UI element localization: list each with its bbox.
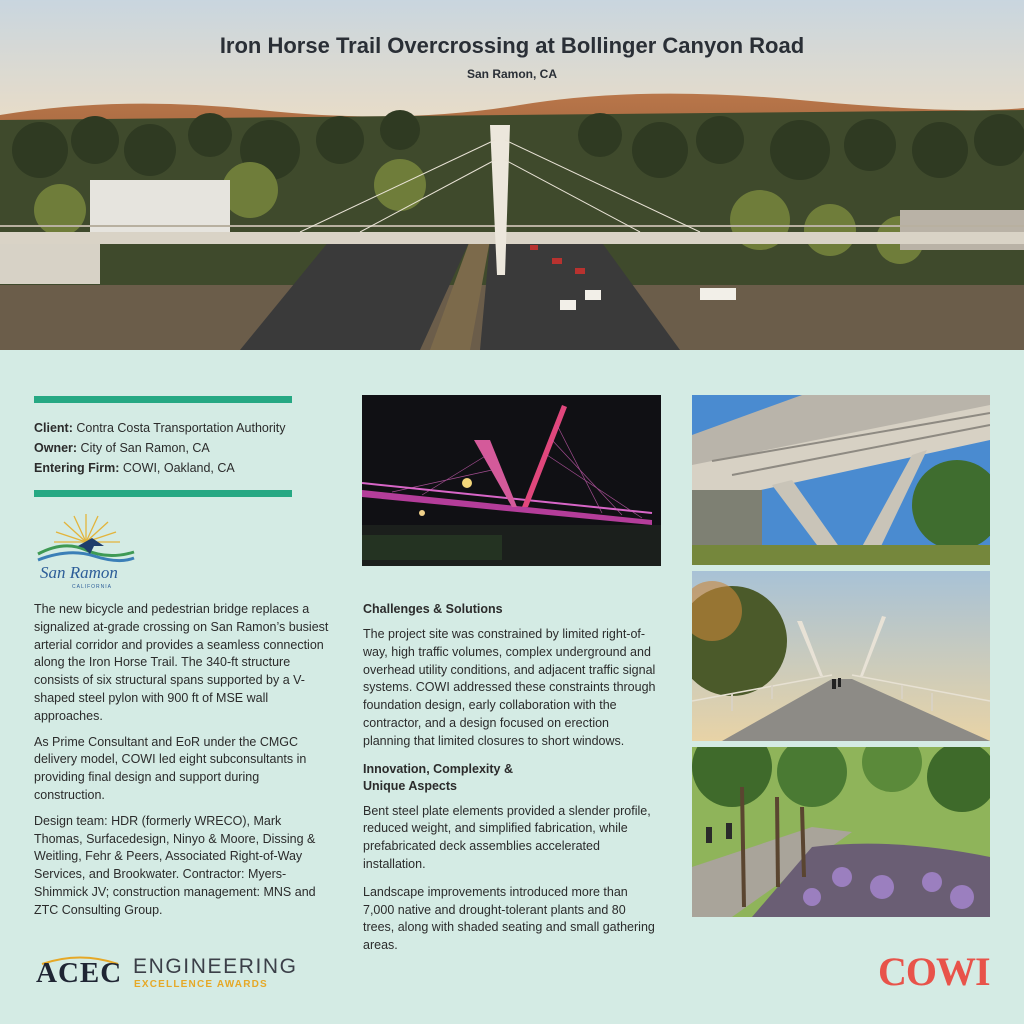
middle-column-text	[363, 601, 659, 965]
underside-illustration	[692, 395, 990, 565]
accent-bar-bottom	[34, 490, 292, 497]
challenges-heading: Challenges & Solutions	[363, 602, 503, 616]
deck-illustration	[692, 571, 990, 741]
firm-value: COWI, Oakland, CA	[122, 461, 235, 475]
firm-line	[34, 458, 334, 478]
engineering-wordmark: ENGINEERING	[133, 955, 298, 978]
underside-bridge-photo	[692, 395, 990, 565]
project-info	[34, 418, 334, 478]
acec-wordmark: ACEC	[36, 957, 123, 989]
accent-bar-top	[34, 396, 292, 403]
innovation-heading-line1: Innovation, Complexity &	[363, 761, 514, 776]
excellence-awards-wordmark: EXCELLENCE AWARDS	[134, 979, 268, 990]
innovation-heading-line2: Unique Aspects	[363, 778, 458, 793]
innovation-heading	[363, 761, 659, 795]
client-label: Client:	[34, 421, 73, 435]
san-ramon-emblem-icon	[34, 512, 138, 590]
san-ramon-logo	[34, 512, 138, 590]
owner-label: Owner:	[34, 441, 78, 455]
cowi-logo: COWI	[878, 949, 990, 994]
team-paragraph: Design team: HDR (formerly WRECO), Mark Thomas, Surfacedesign, Ninyo & Moore, Dissing & Weitling, Fehr & Peers, Associated Right-of-Way Services, and Brookwater. Contractor: Myers-Shimmick JV; construction management: MNS and ZTC Consulting Group.	[34, 813, 316, 917]
acec-awards-logo	[36, 955, 296, 995]
landscape-illustration	[692, 747, 990, 917]
page-title: Iron Horse Trail Overcrossing at Bollinger Canyon Road	[219, 33, 805, 58]
night-bridge-illustration	[362, 395, 661, 566]
san-ramon-sub: CALIFORNIA	[72, 584, 113, 590]
firm-label: Entering Firm:	[34, 461, 120, 475]
innovation-paragraph: Bent steel plate elements provided a slender profile, reduced weight, and simplified fabrication, while prefabricated deck assemblies accelerated installation.	[363, 803, 651, 871]
challenges-paragraph: The project site was constrained by limited right-of-way, high traffic volumes, complex underground and overhead utility conditions, and adjacent traffic signal systems. COWI addressed these constraints through foundation design, early collaboration with the contractor, and a design focused on erection planning that limited closures to short windows.	[363, 627, 656, 748]
page-subtitle: San Ramon, CA	[466, 67, 557, 81]
overview-paragraph: The new bicycle and pedestrian bridge replaces a signalized at-grade crossing on San Ramon’s busiest arterial corridor and provides a seamless connection along the Iron Horse Trail. The 340-ft structure consists of six structural spans supported by a V-shaped steel pylon with 900 ft of MSE wall approaches.	[34, 602, 329, 723]
left-column-text	[34, 601, 332, 928]
consultant-paragraph: As Prime Consultant and EoR under the CMGC delivery model, COWI led eight subconsultants in providing final design and support during construction.	[34, 734, 307, 802]
san-ramon-wordmark: San Ramon	[40, 563, 118, 582]
owner-value: City of San Ramon, CA	[80, 441, 210, 455]
client-value: Contra Costa Transportation Authority	[76, 421, 286, 435]
hero-photo	[0, 0, 1024, 350]
client-line	[34, 418, 334, 438]
night-bridge-photo	[362, 395, 661, 566]
landscape-path-photo	[692, 747, 990, 917]
bridge-deck-photo	[692, 571, 990, 741]
owner-line	[34, 438, 334, 458]
landscape-paragraph: Landscape improvements introduced more than 7,000 native and drought-tolerant plants and 80 trees, along with shaded seating and small gathering areas.	[363, 884, 655, 953]
